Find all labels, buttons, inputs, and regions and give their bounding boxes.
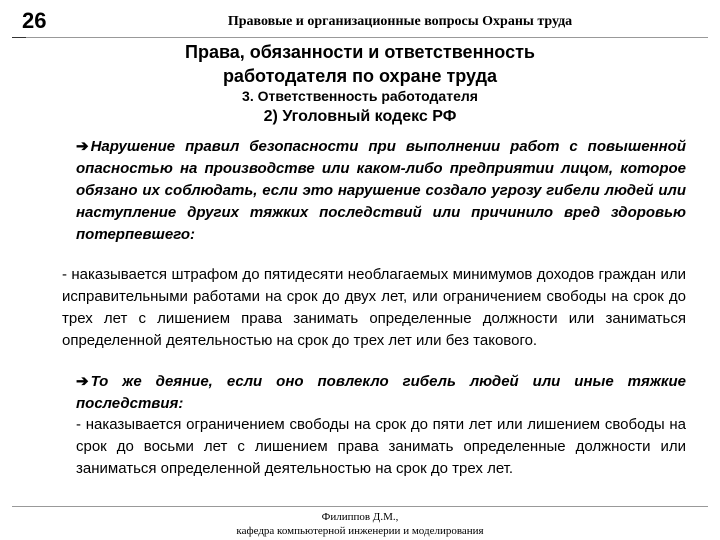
header-title: Правовые и организационные вопросы Охраны труда — [227, 14, 573, 29]
penalty-first: - наказывается штрафом до пятидесяти необлагаемых минимумов доходов граждан или исправительными работами на срок до двух лет, или ограничением свободы на срок до трех лет с лишением права занимать определенные должности или заниматься определенной деятельностью на срок до трех лет или без такового. — [62, 266, 686, 349]
footer-department: кафедра компьютерной инженерии и моделирования — [236, 525, 484, 537]
page-title — [0, 40, 720, 88]
bullet-aggravated-text: То же деяние, если оно повлекло гибель людей или иные тяжкие последствия: — [76, 373, 686, 412]
footer-author: Филиппов Д.М., — [321, 511, 399, 523]
penalty-second: - наказывается ограничением свободы на срок до пяти лет или лишением свободы на срок до восьми лет с лишением права занимать определенные должности или заниматься определенной деятельностью на срок до трех лет. — [76, 416, 686, 477]
footer — [0, 510, 720, 538]
header-divider-accent — [12, 37, 26, 38]
bullet-violation-text: Нарушение правил безопасности при выполнении работ с повышенной опасностью на производстве или каком-либо предприятии лицом, которое обязано их соблюдать, если это нарушение создало угрозу гибели людей или наступление других тяжких последствий или причинило вред здоровью потерпевшего: — [76, 138, 686, 243]
bullet-aggravated — [76, 371, 686, 415]
footer-divider — [12, 506, 708, 507]
slide-number: 26 — [22, 8, 47, 33]
section-subtitle-code: 2) Уголовный кодекс РФ — [263, 108, 457, 125]
page-title-line2: работодателя по охране труда — [222, 66, 498, 86]
right-arrow-icon: ➔ — [76, 138, 89, 155]
section-subtitle: 3. Ответственность работодателя — [242, 88, 478, 104]
header-divider — [12, 37, 708, 38]
right-arrow-icon: ➔ — [76, 373, 89, 390]
page-title-line1: Права, обязанности и ответственность — [185, 42, 535, 62]
bullet-violation — [76, 136, 686, 246]
